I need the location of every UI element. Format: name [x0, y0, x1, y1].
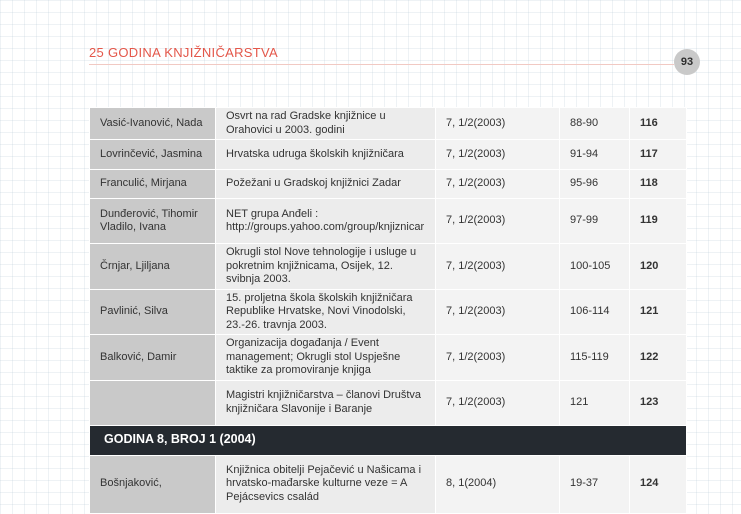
author-cell: Pavlinić, Silva: [90, 289, 216, 335]
volume-cell: 7, 1/2(2003): [436, 244, 560, 290]
volume-cell: 8, 1(2004): [436, 455, 560, 513]
entry-number-cell: 117: [630, 140, 687, 170]
pages-cell: 95-96: [560, 170, 630, 199]
entry-number-cell: 118: [630, 170, 687, 199]
page-number-badge: 93: [674, 49, 700, 75]
table-row: [90, 289, 687, 335]
author-cell: Dunđerović, Tihomir Vladilo, Ivana: [90, 199, 216, 244]
table-row: [90, 455, 687, 513]
table-row: [90, 108, 687, 140]
title-cell: Organizacija događanja / Event management; Okrugli stol Uspješne taktike za promoviranje knjiga: [216, 335, 436, 381]
title-cell: Požežani u Gradskoj knjižnici Zadar: [216, 170, 436, 199]
pages-cell: 121: [560, 380, 630, 425]
entry-number-cell: 123: [630, 380, 687, 425]
pages-cell: 97-99: [560, 199, 630, 244]
table-row: [90, 140, 687, 170]
author-cell: Franculić, Mirjana: [90, 170, 216, 199]
pages-cell: 115-119: [560, 335, 630, 381]
volume-cell: 7, 1/2(2003): [436, 199, 560, 244]
title-cell: Knjižnica obitelji Pejačević u Našicama i hrvatsko-mađarske kulturne veze = A Pejácsevics család: [216, 455, 436, 513]
author-cell: Vasić-Ivanović, Nada: [90, 108, 216, 140]
entry-number-cell: 120: [630, 244, 687, 290]
volume-cell: 7, 1/2(2003): [436, 335, 560, 381]
author-cell: Črnjar, Ljiljana: [90, 244, 216, 290]
pages-cell: 100-105: [560, 244, 630, 290]
table-row: [90, 335, 687, 381]
entry-number-cell: 124: [630, 455, 687, 513]
volume-cell: 7, 1/2(2003): [436, 170, 560, 199]
bibliography-table: [89, 107, 687, 514]
pages-cell: 106-114: [560, 289, 630, 335]
title-cell: Magistri knjižničarstva – članovi Društva knjižničara Slavonije i Baranje: [216, 380, 436, 425]
table-row: [90, 199, 687, 244]
author-cell: Balković, Damir: [90, 335, 216, 381]
pages-cell: 88-90: [560, 108, 630, 140]
entry-number-cell: 122: [630, 335, 687, 381]
entry-number-cell: 119: [630, 199, 687, 244]
title-cell: Osvrt na rad Gradske knjižnice u Orahovici u 2003. godini: [216, 108, 436, 140]
entry-number-cell: 116: [630, 108, 687, 140]
pages-cell: 91-94: [560, 140, 630, 170]
header-divider: [89, 64, 674, 65]
table-row: [90, 380, 687, 425]
volume-cell: 7, 1/2(2003): [436, 380, 560, 425]
volume-cell: 7, 1/2(2003): [436, 108, 560, 140]
volume-cell: 7, 1/2(2003): [436, 289, 560, 335]
pages-cell: 19-37: [560, 455, 630, 513]
title-cell: Okrugli stol Nove tehnologije i usluge u pokretnim knjižnicama, Osijek, 12. svibnja 2003.: [216, 244, 436, 290]
running-header-title: 25 GODINA KNJIŽNIČARSTVA: [89, 45, 278, 60]
section-heading-row: [90, 425, 687, 455]
title-cell: Hrvatska udruga školskih knjižničara: [216, 140, 436, 170]
title-cell: 15. proljetna škola školskih knjižničara Republike Hrvatske, Novi Vinodolski, 23.-26. travnja 2003.: [216, 289, 436, 335]
table-row: [90, 244, 687, 290]
volume-cell: 7, 1/2(2003): [436, 140, 560, 170]
entry-number-cell: 121: [630, 289, 687, 335]
table-row: [90, 170, 687, 199]
author-cell: [90, 380, 216, 425]
author-cell: Lovrinčević, Jasmina: [90, 140, 216, 170]
section-heading: GODINA 8, BROJ 1 (2004): [90, 425, 687, 455]
title-cell: NET grupa Anđeli : http://groups.yahoo.com/group/knjiznicar: [216, 199, 436, 244]
author-cell: Bošnjaković,: [90, 455, 216, 513]
